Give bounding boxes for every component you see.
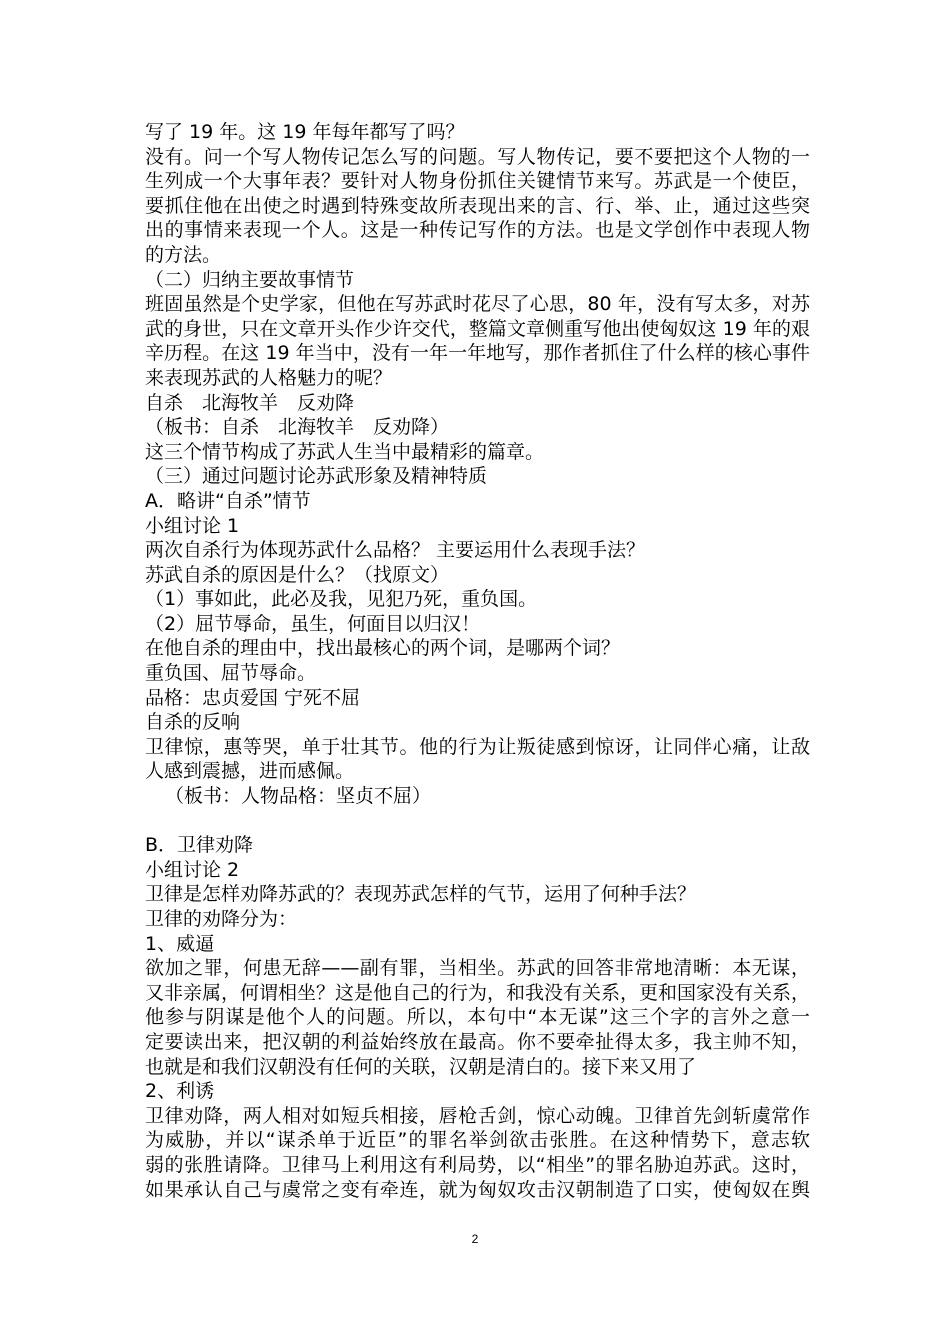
text-line: 小组讨论 2 xyxy=(145,858,240,881)
text-line: 要抓住他在出使之时遇到特殊变故所表现出来的言、行、举、止，通过这些突 xyxy=(145,194,810,217)
text-line: 的方法。 xyxy=(145,243,222,266)
text-line: 也就是和我们汉朝没有任何的关联，汉朝是清白的。接下来又用了 xyxy=(145,1055,697,1078)
page-number: 2 xyxy=(471,1232,479,1246)
text-line: 定要读出来，把汉朝的利益始终放在最高。你不要牵扯得太多，我主帅不知， xyxy=(145,1030,810,1053)
text-line: （板书：自杀 北海牧羊 反劝降） xyxy=(145,416,450,439)
text-line: 卫律的劝降分为： xyxy=(145,908,298,930)
text-line: （板书：人物品格：坚贞不屈） xyxy=(165,785,432,808)
text-line: 卫律是怎样劝降苏武的？表现苏武怎样的气节，运用了何种手法？ xyxy=(145,883,697,906)
text-line: 班固虽然是个史学家，但他在写苏武时花尽了心思，80 年，没有写太多，对苏 xyxy=(145,293,810,316)
text-line: 又非亲属，何谓相坐？这是他自己的行为，和我没有关系，更和国家没有关系， xyxy=(145,981,811,1004)
text-line: 卫律惊，惠等哭，单于壮其节。他的行为让叛徒感到惊讶，让同伴心痛，让敌 xyxy=(145,735,810,758)
text-line: 自杀的反响 xyxy=(145,711,241,734)
text-line: 两次自杀行为体现苏武什么品格？ 主要运用什么表现手法？ xyxy=(145,539,646,562)
text-line: 辛历程。在这 19 年当中，没有一年一年地写，那作者抓住了什么样的核心事件 xyxy=(145,342,810,365)
text-line: 武的身世，只在文章开头作少许交代，整篇文章侧重写他出使匈奴这 19 年的艰 xyxy=(145,317,810,340)
text-line: 生列成一个大事年表？要针对人物身份抓住关键情节来写。苏武是一个使臣， xyxy=(145,170,810,193)
text-line: 人感到震撼，进而感佩。 xyxy=(145,760,355,783)
blank-line xyxy=(145,809,810,834)
text-line: 没有。问一个写人物传记怎么写的问题。写人物传记，要不要把这个人物的一 xyxy=(145,145,810,168)
text-line: 他参与阴谋是他个人的问题。所以，本句中“本无谋”这三个字的言外之意一 xyxy=(145,1006,810,1029)
text-line: 来表现苏武的人格魅力的呢？ xyxy=(145,366,393,389)
text-line: 小组讨论 1 xyxy=(145,514,240,537)
text-line: 出的事情来表现一个人。这是一种传记写作的方法。也是文学创作中表现人物 xyxy=(145,219,810,242)
text-line: 自杀 北海牧羊 反劝降 xyxy=(145,391,355,414)
text-line: （2）屈节辱命，虽生，何面目以归汉！ xyxy=(145,612,481,635)
text-line: 苏武自杀的原因是什么？（找原文） xyxy=(145,563,450,586)
text-line: 卫律劝降，两人相对如短兵相接，唇枪舌剑，惊心动魄。卫律首先剑斩虞常作 xyxy=(145,1104,810,1127)
text-line: （二）归纳主要故事情节 xyxy=(145,268,355,291)
text-line: 1、威逼 xyxy=(145,932,215,955)
text-line: B．卫律劝降 xyxy=(145,834,254,857)
text-line: 重负国、屈节辱命。 xyxy=(145,662,317,685)
text-line: 这三个情节构成了苏武人生当中最精彩的篇章。 xyxy=(145,440,545,463)
text-line: 2、利诱 xyxy=(145,1080,215,1103)
text-line: 写了 19 年。这 19 年每年都写了吗？ xyxy=(145,121,465,143)
text-line: 在他自杀的理由中，找出最核心的两个词，是哪两个词？ xyxy=(145,637,621,660)
text-line: A．略讲“自杀”情节 xyxy=(145,489,311,512)
text-line: 欲加之罪，何患无辞——副有罪，当相坐。苏武的回答非常地清晰：本无谋， xyxy=(145,957,810,980)
text-line: 弱的张胜请降。卫律马上利用这有利局势，以“相坐”的罪名胁迫苏武。这时， xyxy=(145,1153,810,1176)
text-line: 品格：忠贞爱国 宁死不屈 xyxy=(145,686,361,709)
text-line: （三）通过问题讨论苏武形象及精神特质 xyxy=(145,465,488,488)
text-line: （1）事如此，此必及我，见犯乃死，重负国。 xyxy=(145,588,538,611)
text-line: 如果承认自己与虞常之变有牵连，就为匈奴攻击汉朝制造了口实，使匈奴在舆 xyxy=(145,1178,810,1201)
document-body xyxy=(145,120,810,1202)
text-line: 为威胁，并以“谋杀单于近臣”的罪名举剑欲击张胜。在这种情势下，意志软 xyxy=(145,1129,810,1152)
